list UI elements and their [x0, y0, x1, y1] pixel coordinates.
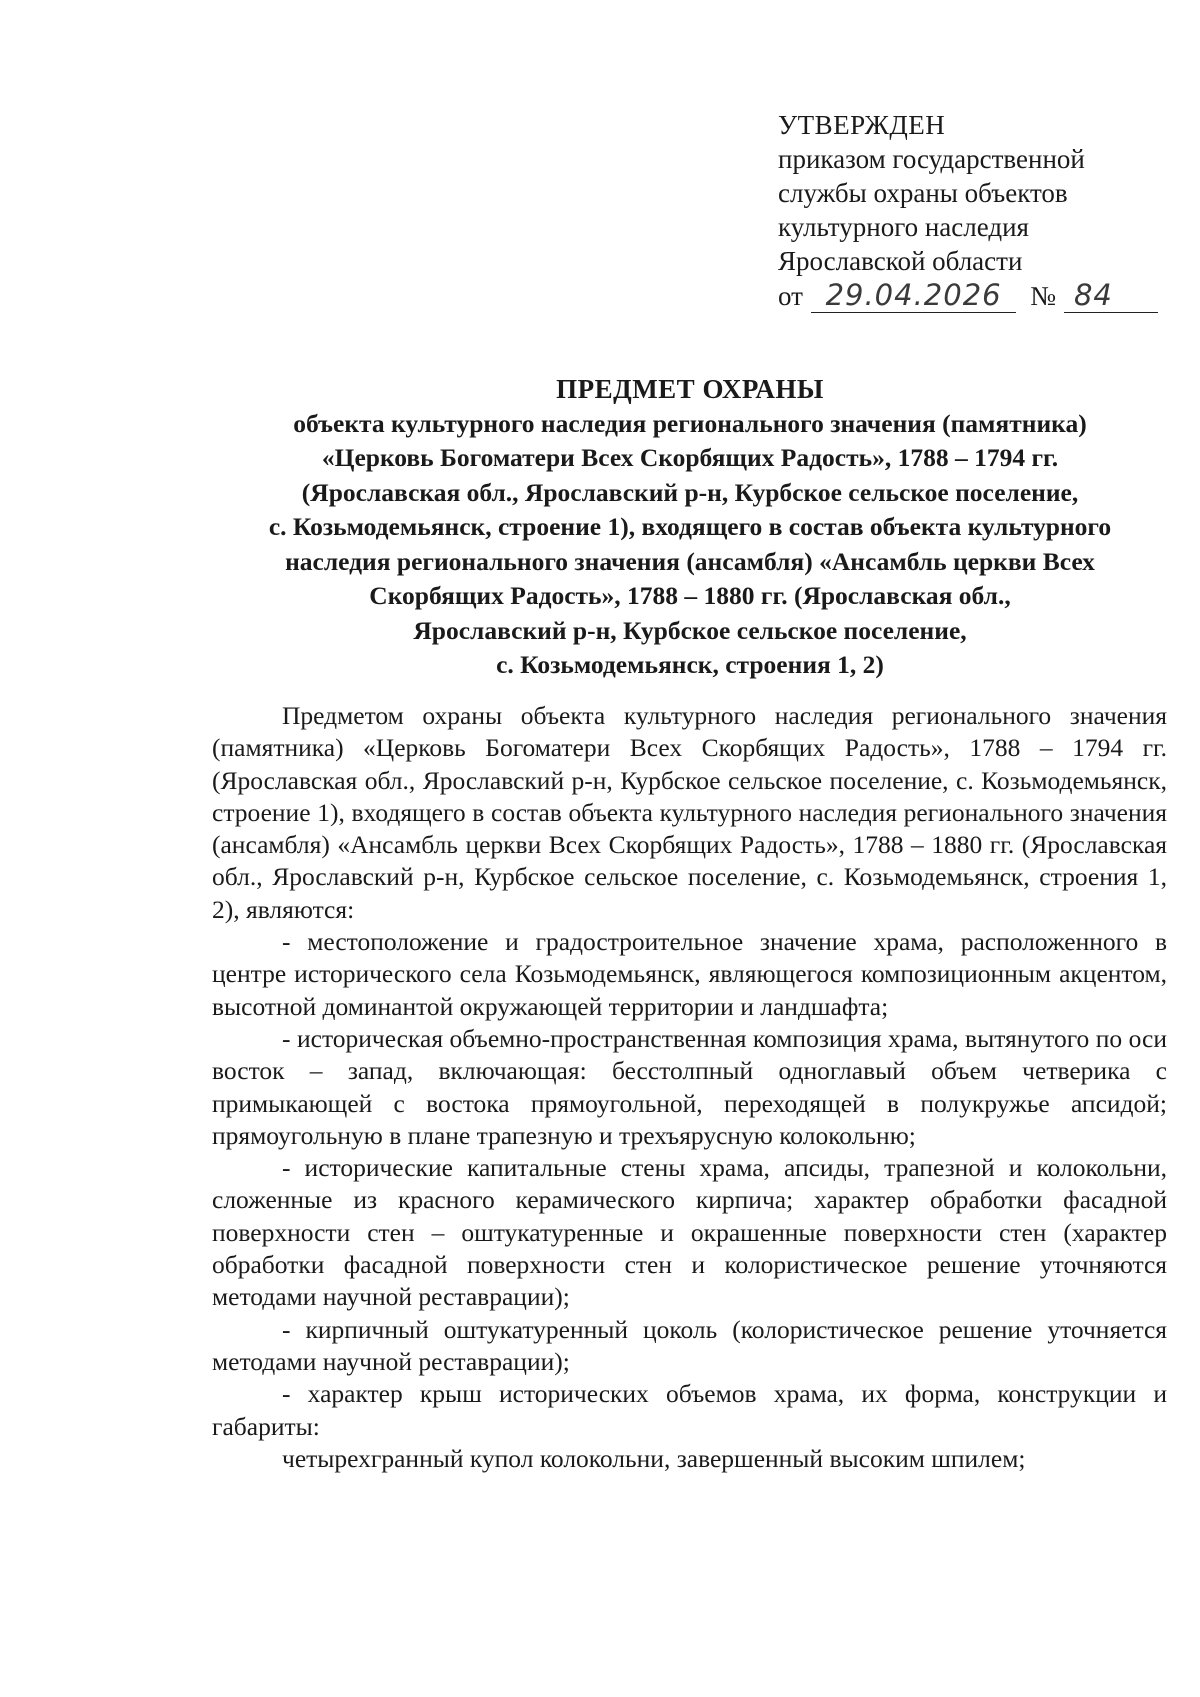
number-field: [1064, 278, 1158, 313]
number-label: №: [1030, 281, 1056, 311]
approval-line-3: культурного наследия: [778, 212, 1029, 242]
document-heading: [190, 372, 1190, 683]
heading-line: с. Козьмодемьянск, строения 1, 2): [496, 650, 884, 679]
approval-line-4: Ярославской области: [778, 246, 1023, 276]
heading-line: «Церковь Богоматери Всех Скорбящих Радость», 1788 – 1794 гг.: [321, 443, 1059, 472]
approval-line-1: приказом государственной: [778, 144, 1085, 174]
date-field: [811, 278, 1016, 313]
list-item: - характер крыш исторических объемов храма, их форма, конструкции и габариты:: [212, 1379, 1167, 1441]
sub-item-line: четырехгранный купол колокольни, завершенный высоким шпилем;: [282, 1443, 1026, 1473]
approval-title: УТВЕРЖДЕН: [778, 110, 946, 140]
heading-line: Скорбящих Радость», 1788 – 1880 гг. (Ярославская обл.,: [369, 581, 1011, 610]
approval-line-2: службы охраны объектов: [778, 178, 1068, 208]
date-prefix: от: [778, 281, 803, 311]
list-item: - исторические капитальные стены храма, апсиды, трапезной и колокольни, сложенные из красного керамического кирпича; характер обработки фасадной поверхности стен – оштукатуренные и окрашенные поверхности стен (характер обработки фасадной поверхности стен и колористическое решение уточняются методами научной реставрации);: [212, 1153, 1167, 1312]
list-item: - местоположение и градостроительное значение храма, расположенного в центре исторического села Козьмодемьянск, являющегося композиционным акцентом, высотной доминантой окружающей территории и ландшафта;: [212, 927, 1167, 1021]
heading-line: Ярославский р-н, Курбское сельское поселение,: [413, 615, 967, 645]
heading-line: с. Козьмодемьянск, строение 1), входящего в состав объекта культурного: [268, 512, 1112, 541]
document-body: [212, 700, 1167, 1475]
approval-stamp-block: [778, 108, 1158, 313]
approval-date-row: [778, 278, 1158, 313]
intro-paragraph: Предметом охраны объекта культурного наследия регионального значения (памятника) «Церковь Богоматери Всех Скорбящих Радость», 1788 – 1794 гг. (Ярославская обл., Ярославский р-н, Курбское сельское поселение, с. Козьмодемьянск, строение 1), входящего в состав объекта культурного наследия регионального значения (ансамбля) «Ансамбль церкви Всех Скорбящих Радость», 1788 – 1880 гг. (Ярославская обл., Ярославский р-н, Курбское сельское поселение, с. Козьмодемьянск, строения 1, 2), являются:: [212, 701, 1167, 924]
list-item: - историческая объемно-пространственная композиция храма, вытянутого по оси восток – запад, включающая: бесстолпный одноглавый объем четверика с примыкающей с востока прямоугольной, переходящей в полукружье апсидой; прямоугольную в плане трапезную и трехъярусную колокольню;: [212, 1023, 1167, 1150]
heading-line: (Ярославская обл., Ярославский р-н, Курбское сельское поселение,: [301, 477, 1079, 507]
handwritten-number: 84: [1073, 278, 1113, 312]
heading-title: ПРЕДМЕТ ОХРАНЫ: [556, 374, 824, 404]
heading-line: объекта культурного наследия регионального значения (памятника): [293, 408, 1087, 438]
handwritten-date: 29.04.2026: [825, 278, 1002, 312]
heading-line: наследия регионального значения (ансамбля) «Ансамбль церкви Всех: [285, 546, 1095, 576]
list-item: - кирпичный оштукатуренный цоколь (колористическое решение уточняется методами научной реставрации);: [212, 1314, 1167, 1376]
